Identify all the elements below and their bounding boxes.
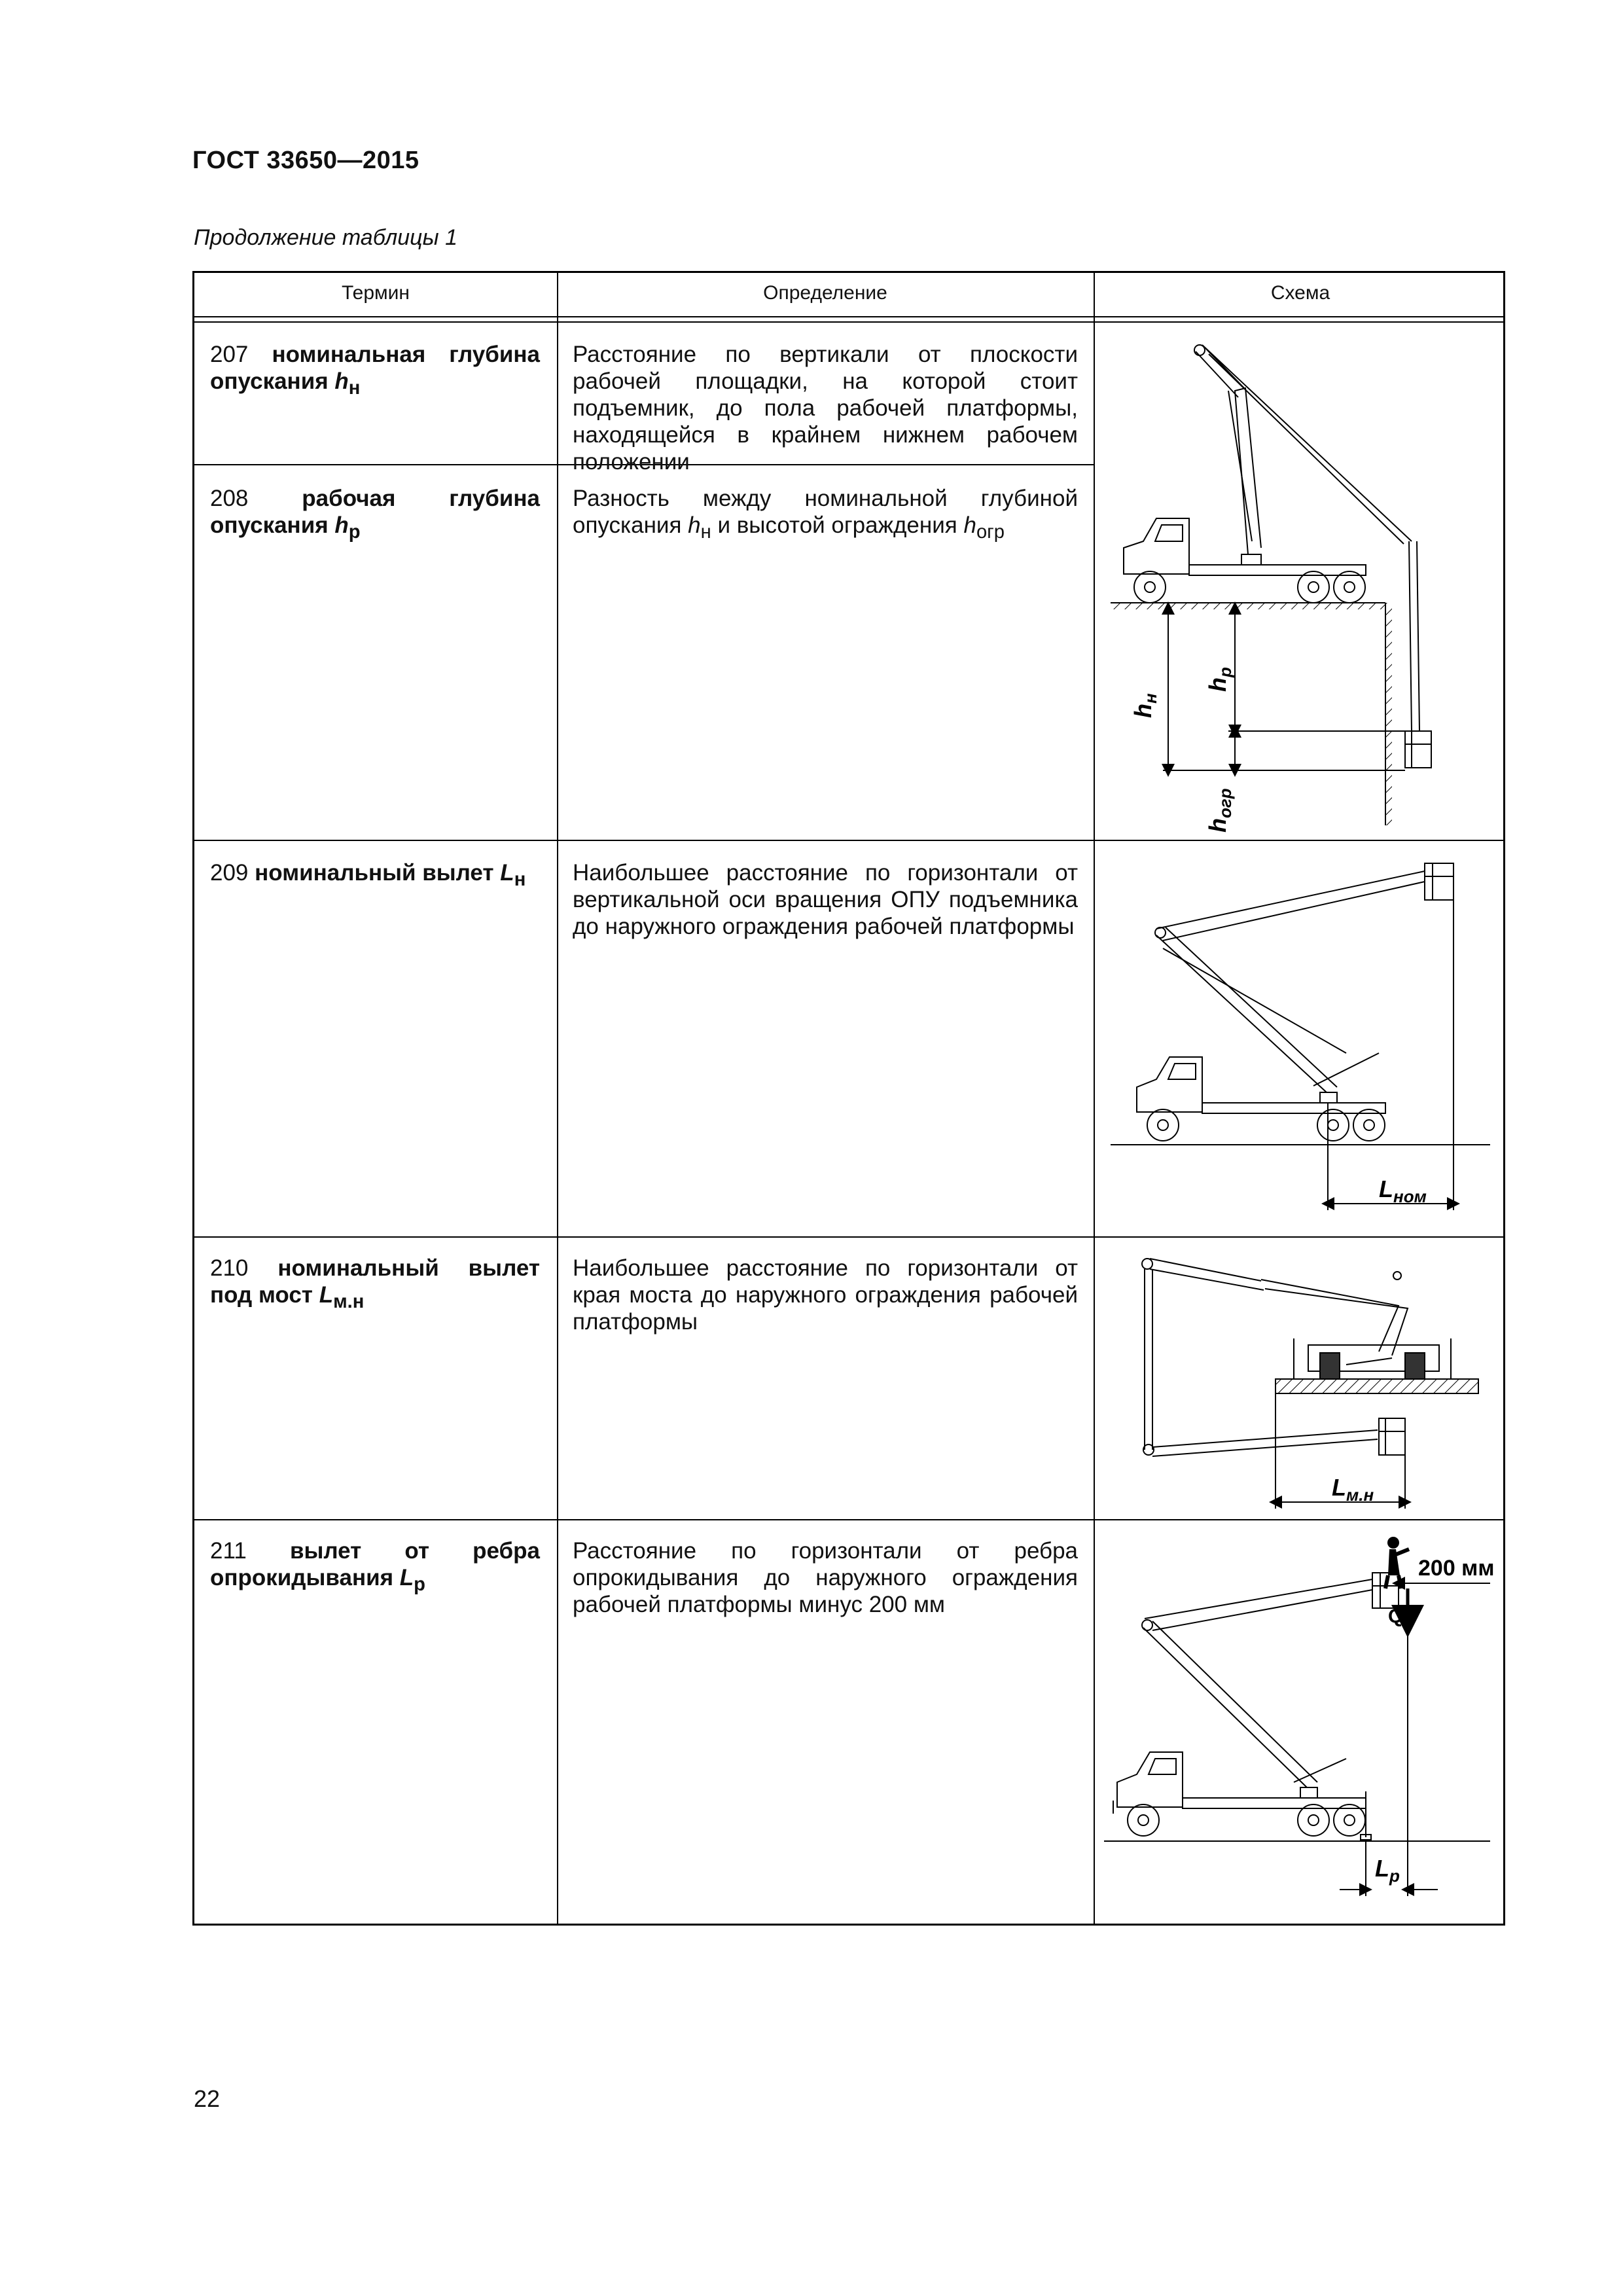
- label-lmn: $L_{м.н}$: [1332, 1474, 1374, 1505]
- definition-subscript: н: [700, 522, 711, 543]
- header-divider: [194, 316, 1503, 317]
- table-caption: Продолжение таблицы 1: [194, 225, 457, 250]
- definition-text: Наибольшее расстояние по горизонтали от края моста до наружного ограждения рабочей платформы: [573, 1255, 1078, 1335]
- scheme-lowering-depth: [1097, 325, 1503, 838]
- definition-text: Наибольшее расстояние по горизонтали от вертикальной оси вращения ОПУ подъемника до наружного ограждения рабочей платформы: [573, 860, 1078, 939]
- row-divider: [194, 840, 1503, 841]
- dimension-lines: [1340, 1583, 1490, 1896]
- definition-text: и высотой ограждения: [711, 512, 964, 538]
- label-hogr: $h_{огр}$: [1204, 788, 1235, 833]
- truck-drawing: [1137, 863, 1454, 1141]
- term-number: 210: [210, 1255, 249, 1281]
- term-number: 207: [210, 342, 249, 367]
- definition-208: [573, 485, 1078, 546]
- term-subscript: н: [348, 378, 361, 399]
- term-210: [210, 1255, 540, 1316]
- term-subscript: м.н: [333, 1291, 365, 1312]
- ground-hatch: [1111, 603, 1385, 609]
- definition-211: [573, 1537, 1078, 1618]
- header-divider: [194, 321, 1503, 323]
- column-header-term: Термин: [342, 282, 410, 304]
- label-200mm: 200 мм: [1418, 1556, 1495, 1581]
- terms-table: [192, 271, 1505, 1926]
- term-symbol: L: [319, 1282, 334, 1308]
- definition-text: Расстояние по вертикали от плоскости рабочей площадки, на которой стоит подъемник, до пола рабочей платформы, находящейся в крайнем нижнем рабочем положении: [573, 342, 1078, 475]
- term-symbol: h: [334, 368, 349, 394]
- term-symbol: L: [399, 1565, 414, 1590]
- label-q: Q: [1388, 1605, 1404, 1627]
- term-symbol: h: [334, 512, 349, 538]
- term-number: 211: [210, 1538, 247, 1564]
- wall-hatch: [1385, 603, 1392, 825]
- column-header-definition: Определение: [763, 282, 887, 304]
- definition-210: [573, 1255, 1078, 1335]
- dimension-lines: [1163, 608, 1405, 770]
- term-name: номинальная глубина опускания: [210, 342, 540, 394]
- person-icon: [1385, 1537, 1409, 1588]
- term-207: [210, 341, 540, 402]
- term-208: [210, 485, 540, 546]
- term-211: [210, 1537, 540, 1598]
- term-number: 209: [210, 860, 249, 886]
- bridge-deck: [1275, 1379, 1478, 1393]
- column-divider: [1094, 273, 1095, 1924]
- scheme-nominal-outreach: [1097, 844, 1503, 1234]
- scheme-outreach-under-bridge: [1097, 1240, 1503, 1518]
- truck-drawing: [1113, 1573, 1399, 1840]
- truck-drawing: [1142, 1259, 1451, 1456]
- label-lnom: $L_{ном}$: [1379, 1175, 1427, 1206]
- definition-text: Разность между номинальной глубиной опускания: [573, 486, 1078, 538]
- label-hn: $h_н$: [1130, 693, 1160, 718]
- term-subscript: р: [414, 1574, 425, 1595]
- label-lr: $L_р$: [1375, 1855, 1400, 1886]
- term-name: номинальный вылет: [255, 860, 494, 886]
- definition-subscript: огр: [976, 522, 1005, 543]
- term-name: номинальный вылет под мост: [210, 1255, 540, 1308]
- term-subscript: н: [514, 869, 526, 890]
- document-code: ГОСТ 33650—2015: [192, 147, 419, 174]
- definition-symbol: h: [688, 512, 701, 538]
- label-hr: $h_р$: [1204, 667, 1235, 692]
- term-symbol: L: [500, 860, 514, 886]
- term-name: вылет от ребра опрокидывания: [210, 1538, 540, 1590]
- term-number: 208: [210, 486, 249, 511]
- column-header-scheme: Схема: [1270, 282, 1330, 304]
- definition-text: Расстояние по горизонтали от ребра опрокидывания до наружного ограждения рабочей платформы минус 200 мм: [573, 1538, 1078, 1617]
- scheme-tipping-outreach: [1097, 1523, 1503, 1924]
- column-divider: [557, 273, 558, 1924]
- page-number: 22: [194, 2085, 221, 2112]
- row-divider: [194, 1519, 1503, 1520]
- term-subscript: р: [348, 522, 361, 543]
- definition-symbol: h: [963, 512, 976, 538]
- term-name: рабочая глубина опускания: [210, 486, 540, 538]
- dimension-lines: [1328, 900, 1454, 1210]
- row-divider: [194, 1236, 1503, 1238]
- term-209: [210, 859, 540, 893]
- definition-209: [573, 859, 1078, 940]
- definition-207: [573, 341, 1078, 475]
